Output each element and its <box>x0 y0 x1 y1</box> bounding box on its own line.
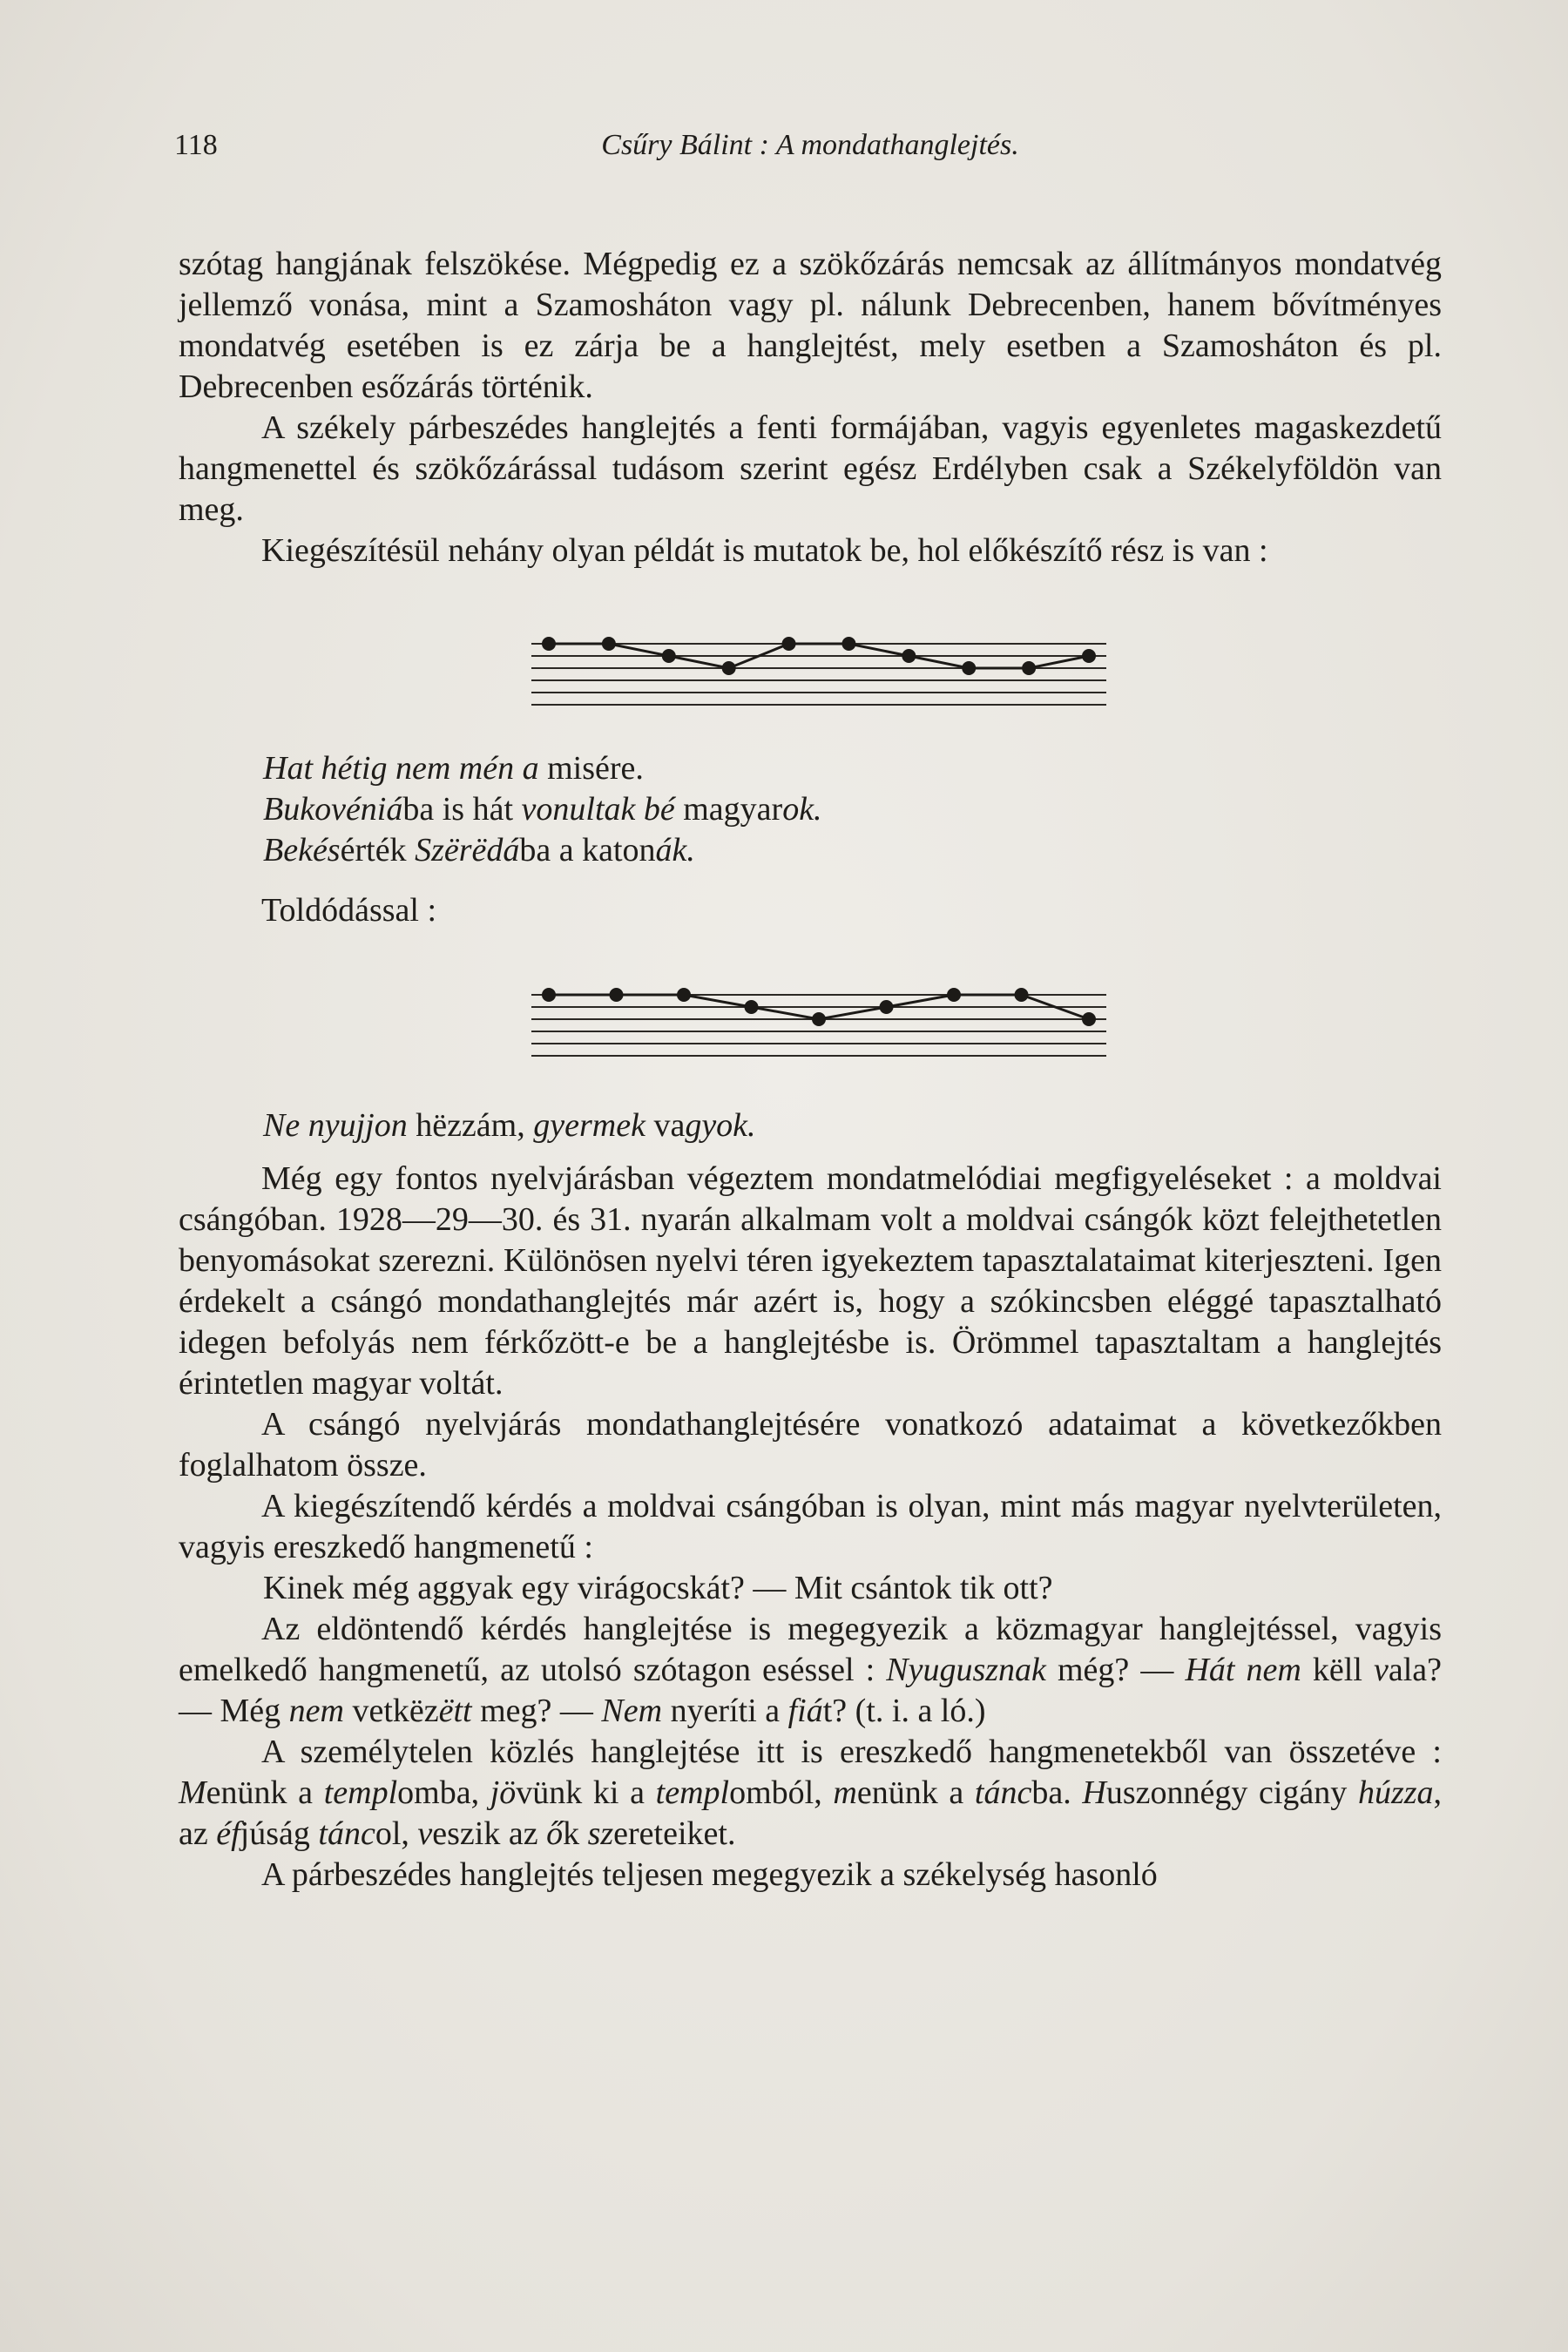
text-run: tánc <box>974 1774 1032 1811</box>
text-run: vünk ki a <box>516 1774 656 1811</box>
example-sentences-3 <box>179 1568 1442 1609</box>
example-sentences-1 <box>179 748 1442 871</box>
text-run: uszonnégy cigány <box>1105 1774 1358 1811</box>
text-run: templ <box>323 1774 398 1811</box>
paragraph: Még egy fontos nyelvjárásban végeztem mondatmelódiai megfigyeléseket : a moldvai csángóban. 1928—29—30. és 31. nyarán alkalmam volt a moldvai csángók közt felejthetetlen benyomásokat szerezni. Különösen nyelvi téren igyekeztem tapasztalataimat kiterjeszteni. Igen érdekelt a csángó mondathanglejtés már azért is, hogy a szókincsben eléggé tapasztalható idegen befolyás nem férkőzött-e be a hanglejtésbe is. Örömmel tapasztaltam a hanglejtés érintetlen magyar voltát. <box>179 1160 1442 1402</box>
page-number: 118 <box>174 129 218 161</box>
text-run: Bukovéniá <box>263 791 403 828</box>
text-run: v <box>417 1815 433 1852</box>
pitch-dot <box>1082 1012 1096 1026</box>
text-run: gyok. <box>685 1107 756 1144</box>
text-run: , az <box>179 1774 1443 1852</box>
paragraph: szótag hangjának felszökése. Mégpedig ez a szökőzárás nemcsak az állítmányos mondatvég jellemző vonása, mint a Szamosháton vagy pl. nálunk Debrecenben, hanem bővítményes mondatvég esetében is ez zárja be a hanglejtést, mely esetben a Szamosháton és pl. Debrecenben esőzárás történik. <box>179 246 1442 405</box>
text-run: húzza <box>1357 1774 1434 1811</box>
pitch-dot <box>782 637 796 651</box>
text-run: még? — <box>1057 1652 1186 1688</box>
text-run: m <box>833 1774 857 1811</box>
paragraph <box>179 1609 1442 1732</box>
example-line <box>263 1105 1442 1146</box>
running-title: Csűry Bálint : A mondathanglejtés. <box>601 129 1019 161</box>
pitch-dot <box>1082 649 1096 663</box>
text-run: nyeríti a <box>670 1693 788 1729</box>
text-run: gyermek <box>533 1107 654 1144</box>
text-run: Hat hétig nem mén a <box>263 750 548 787</box>
pitch-dot <box>962 661 976 675</box>
paragraph: A párbeszédes hanglejtés teljesen megegyezik a székelység hasonló <box>261 1856 1158 1893</box>
page-body <box>179 244 1442 1896</box>
pitch-dot <box>1015 988 1029 1002</box>
text-run: júság <box>240 1815 319 1852</box>
pitch-dot <box>602 637 616 651</box>
text-run: vonultak bé <box>521 791 684 828</box>
example-line <box>263 830 1442 871</box>
toldodas-label: Toldódással : <box>261 892 437 929</box>
text-run: jö <box>490 1774 517 1811</box>
text-run: ëtt <box>438 1693 481 1729</box>
text-run: templ <box>655 1774 730 1811</box>
text-run: nem <box>288 1693 353 1729</box>
text-run: enünk a <box>856 1774 975 1811</box>
text-run: sz <box>587 1815 614 1852</box>
text-run: enünk a <box>206 1774 324 1811</box>
text-run: eszik az <box>432 1815 547 1852</box>
text-run: Hát nem <box>1185 1652 1313 1688</box>
pitch-dot <box>722 661 736 675</box>
text-run: t? (t. i. a ló.) <box>822 1693 986 1729</box>
text-run: Ne nyujjon <box>263 1107 416 1144</box>
page-header <box>174 129 1446 164</box>
text-run: omból, <box>729 1774 834 1811</box>
text-run: érték <box>340 832 416 868</box>
text-run: tánc <box>318 1815 375 1852</box>
text-run: ok. <box>782 791 822 828</box>
text-run: hëzzám, <box>416 1107 534 1144</box>
text-run: H <box>1082 1774 1106 1811</box>
text-run: A személytelen közlés hanglejtése itt is ereszkedő hangmenetekből van összetéve : <box>261 1734 1442 1770</box>
pitch-dot <box>1022 661 1036 675</box>
example-line <box>263 789 1442 830</box>
text-run: Nyugusznak <box>886 1652 1058 1688</box>
text-run: magyar <box>683 791 783 828</box>
text-run: fiá <box>787 1693 823 1729</box>
pitch-dot <box>677 988 691 1002</box>
pitch-dot <box>841 637 855 651</box>
text-run: vetkëz <box>352 1693 439 1729</box>
text-run: Az eldöntendő kérdés hanglejtése is megegyezik a közmagyar hanglejtéssel, vagyis emelkedő hangmenetű, az utolsó szótagon eséssel : <box>179 1611 1442 1688</box>
text-run: ba. <box>1031 1774 1083 1811</box>
pitch-dot <box>902 649 916 663</box>
pitch-dot <box>542 637 556 651</box>
paragraph: A székely párbeszédes hanglejtés a fenti formájában, vagyis egyenletes magaskezdetű hangmenettel és szökőzárással tudásom szerint egész Erdélyben csak a Székelyföldön van meg. <box>179 409 1442 528</box>
paragraph <box>179 1732 1442 1855</box>
text-run: va <box>653 1107 686 1144</box>
text-run: misére. <box>547 750 644 787</box>
pitch-dot <box>812 1012 826 1026</box>
paragraph: A kiegészítendő kérdés a moldvai csángóban is olyan, mint más magyar nyelvterületen, vagyis ereszkedő hangmenetű : <box>179 1488 1442 1565</box>
pitch-dot <box>947 988 961 1002</box>
text-run: ol, <box>375 1815 418 1852</box>
pitch-dot <box>662 649 676 663</box>
text-run: ba is hát <box>402 791 522 828</box>
paragraph: Kiegészítésül nehány olyan példát is mutatok be, hol előkészítő rész is van : <box>261 532 1268 569</box>
intonation-staff-1 <box>531 628 1106 724</box>
example-line <box>263 748 1442 789</box>
text-run: ő <box>546 1815 564 1852</box>
pitch-dot <box>745 1000 759 1014</box>
text-run: ba a katon <box>519 832 656 868</box>
text-run: meg? — <box>480 1693 602 1729</box>
pitch-dot <box>880 1000 894 1014</box>
example-sentences-2 <box>179 1105 1442 1146</box>
text-run: v <box>1373 1652 1389 1688</box>
text-run: këll <box>1312 1652 1374 1688</box>
text-run: éf <box>216 1815 240 1852</box>
text-run: Nem <box>601 1693 671 1729</box>
pitch-dot <box>542 988 556 1002</box>
text-run: k <box>563 1815 588 1852</box>
text-run: Kinek még aggyak egy virágocskát? — Mit csántok tik ott? <box>263 1570 1053 1606</box>
text-run: ereteiket. <box>613 1815 736 1852</box>
pitch-dot <box>610 988 624 1002</box>
text-run: ák. <box>655 832 695 868</box>
text-run: Szërëdá <box>415 832 520 868</box>
intonation-staff-2 <box>531 979 1106 1075</box>
paragraph: A csángó nyelvjárás mondathanglejtésére vonatkozó adataimat a következőkben foglalhatom össze. <box>179 1406 1442 1484</box>
text-run: ala? — Még <box>179 1652 1442 1729</box>
text-run: M <box>179 1774 206 1811</box>
text-run: Bekés <box>263 832 341 868</box>
text-run: omba, <box>397 1774 490 1811</box>
example-line <box>263 1568 1442 1609</box>
